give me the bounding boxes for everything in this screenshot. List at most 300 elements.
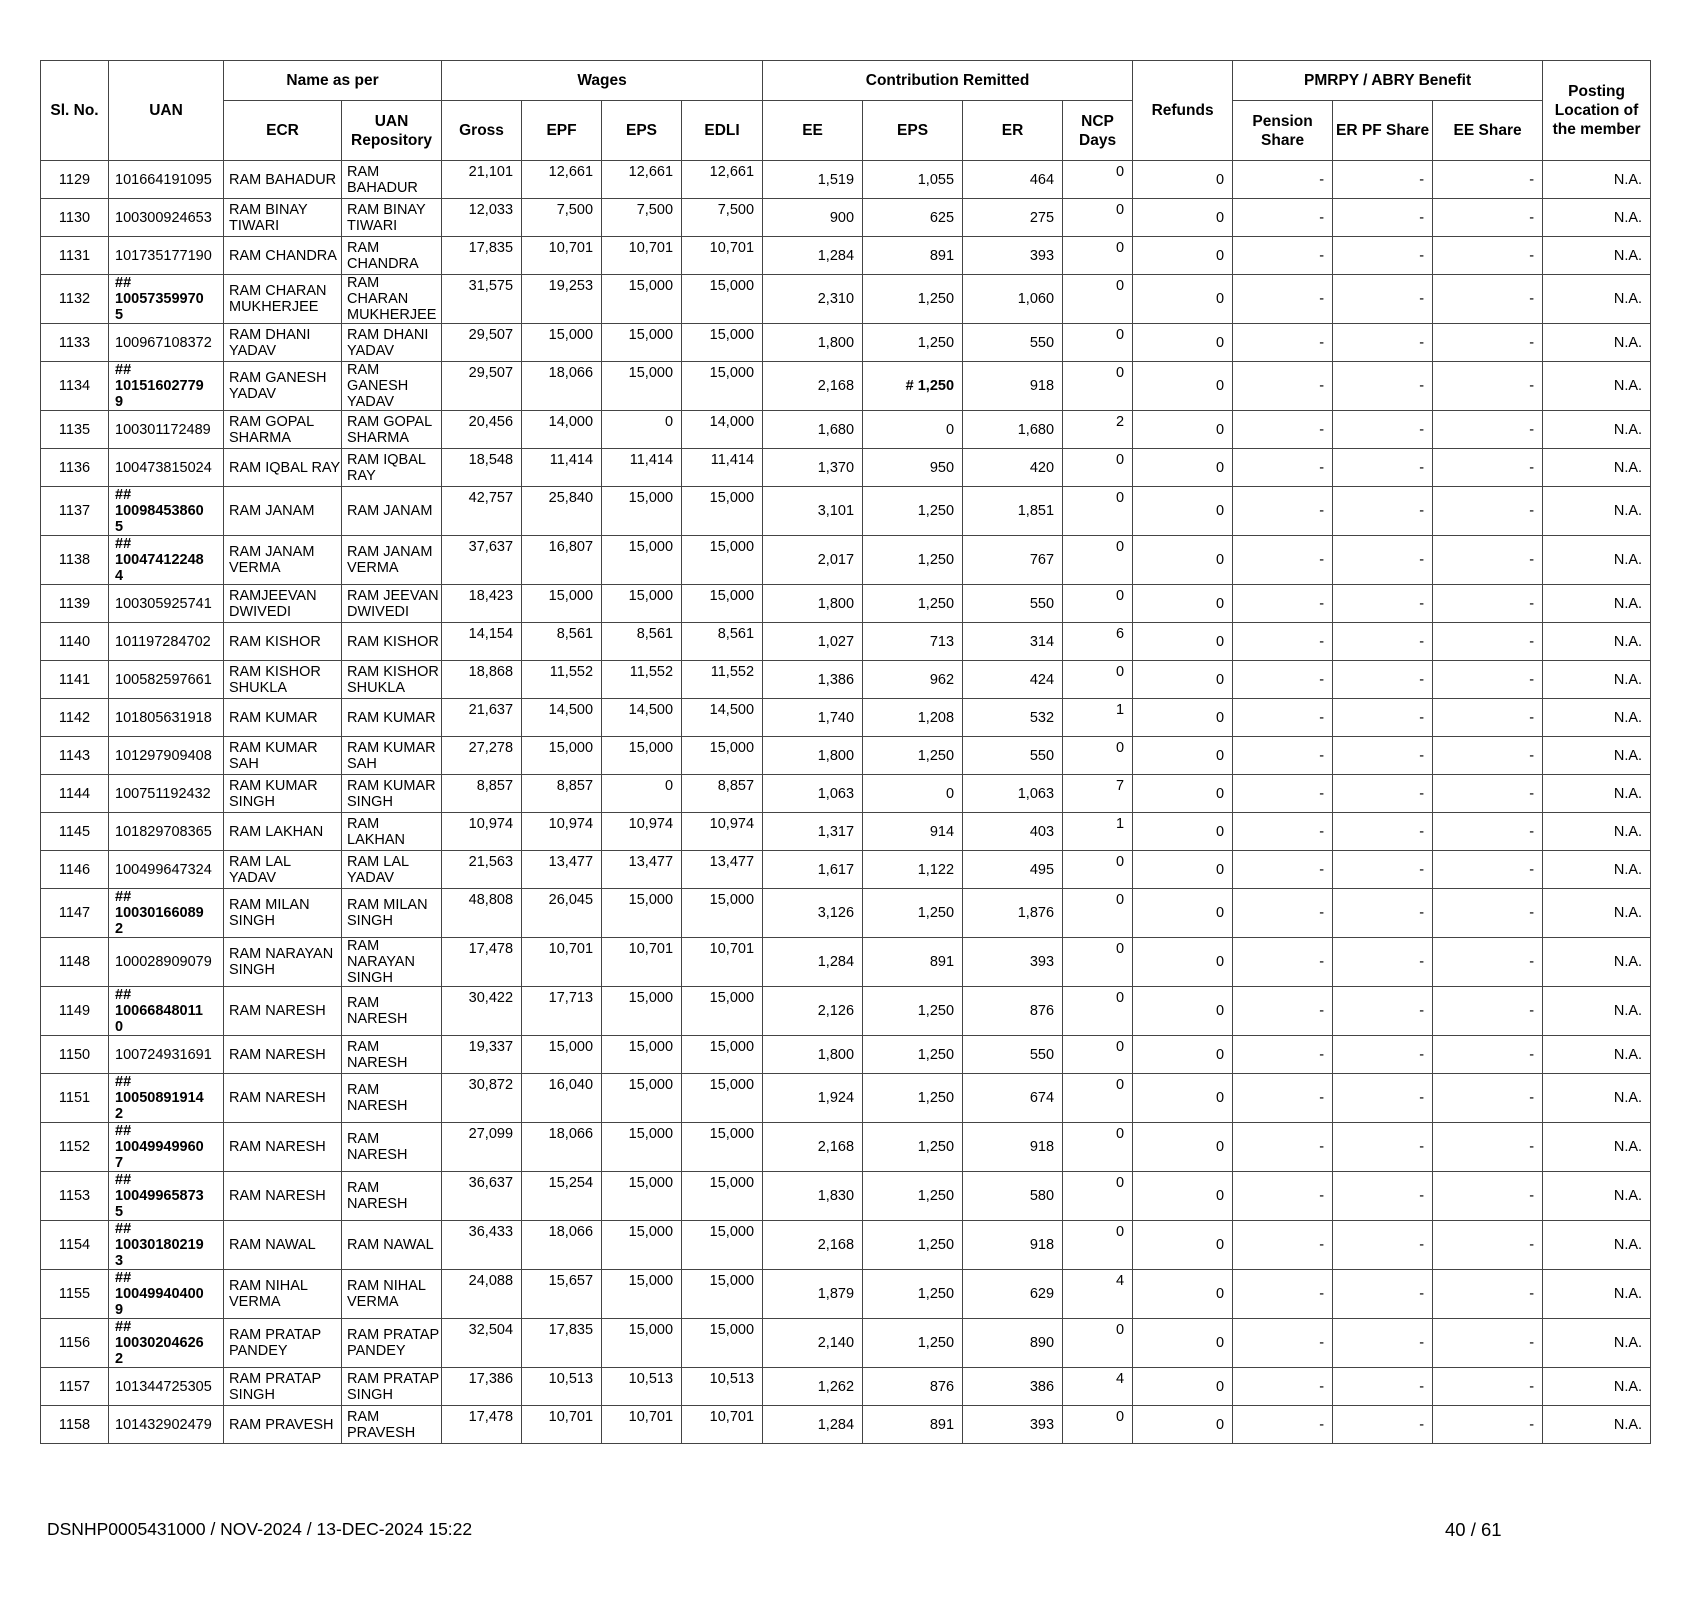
- cell-refunds: 0: [1133, 275, 1233, 324]
- cell-er-pf-share: -: [1333, 623, 1433, 661]
- cell-refunds: 0: [1133, 699, 1233, 737]
- cell-refunds: 0: [1133, 889, 1233, 938]
- cell-ee: 2,168: [763, 362, 863, 411]
- cell-ncp-days: 0: [1063, 487, 1133, 536]
- cell-er: 275: [963, 199, 1063, 237]
- cell-uan: 101297909408: [109, 737, 224, 775]
- cell-er: 629: [963, 1270, 1063, 1319]
- table-row: [41, 1270, 1651, 1319]
- cell-refunds: 0: [1133, 1319, 1233, 1368]
- cell-pension-share: -: [1233, 536, 1333, 585]
- cell-contribution-eps: 1,055: [863, 161, 963, 199]
- table-row: [41, 661, 1651, 699]
- cell-ee: 1,800: [763, 1036, 863, 1074]
- cell-edli: 15,000: [682, 889, 763, 938]
- cell-pension-share: -: [1233, 987, 1333, 1036]
- cell-uan-repository-name: RAM NARESH: [342, 1074, 442, 1123]
- table-row: [41, 775, 1651, 813]
- cell-epf: 12,661: [522, 161, 602, 199]
- cell-gross: 17,386: [442, 1368, 522, 1406]
- cell-er: 550: [963, 1036, 1063, 1074]
- cell-pension-share: -: [1233, 889, 1333, 938]
- header-pension-share: Pension Share: [1233, 101, 1333, 161]
- cell-ecr-name: RAM NARESH: [224, 1172, 342, 1221]
- table-row: [41, 1406, 1651, 1444]
- cell-er-pf-share: -: [1333, 362, 1433, 411]
- cell-pension-share: -: [1233, 1074, 1333, 1123]
- header-pmrpy-abry: PMRPY / ABRY Benefit: [1233, 61, 1543, 101]
- cell-ee-share: -: [1433, 737, 1543, 775]
- cell-sl-no: 1145: [41, 813, 109, 851]
- cell-posting-location: N.A.: [1543, 536, 1651, 585]
- cell-ncp-days: 4: [1063, 1368, 1133, 1406]
- cell-uan: 101735177190: [109, 237, 224, 275]
- cell-ee-share: -: [1433, 362, 1543, 411]
- cell-er-pf-share: -: [1333, 411, 1433, 449]
- cell-ee: 1,617: [763, 851, 863, 889]
- cell-uan: ## 10049965873 5: [109, 1172, 224, 1221]
- cell-posting-location: N.A.: [1543, 889, 1651, 938]
- cell-er: 918: [963, 362, 1063, 411]
- cell-sl-no: 1130: [41, 199, 109, 237]
- cell-sl-no: 1151: [41, 1074, 109, 1123]
- table-row: [41, 851, 1651, 889]
- cell-uan: ## 10050891914 2: [109, 1074, 224, 1123]
- header-wages: Wages: [442, 61, 763, 101]
- cell-edli: 10,701: [682, 938, 763, 987]
- cell-er: 403: [963, 813, 1063, 851]
- cell-posting-location: N.A.: [1543, 585, 1651, 623]
- cell-ecr-name: RAM JANAM VERMA: [224, 536, 342, 585]
- cell-pension-share: -: [1233, 324, 1333, 362]
- cell-pension-share: -: [1233, 449, 1333, 487]
- cell-ee: 1,386: [763, 661, 863, 699]
- cell-uan: ## 10066848011 0: [109, 987, 224, 1036]
- table-row: [41, 813, 1651, 851]
- cell-epf: 8,857: [522, 775, 602, 813]
- header-ncp-days: NCP Days: [1063, 101, 1133, 161]
- cell-posting-location: N.A.: [1543, 1123, 1651, 1172]
- cell-uan-repository-name: RAM GANESH YADAV: [342, 362, 442, 411]
- cell-ee-share: -: [1433, 987, 1543, 1036]
- cell-epf: 16,807: [522, 536, 602, 585]
- cell-edli: 15,000: [682, 737, 763, 775]
- cell-epf: 10,701: [522, 237, 602, 275]
- cell-ncp-days: 4: [1063, 1270, 1133, 1319]
- cell-epf: 13,477: [522, 851, 602, 889]
- cell-ncp-days: 0: [1063, 1036, 1133, 1074]
- cell-gross: 17,478: [442, 1406, 522, 1444]
- cell-gross: 29,507: [442, 362, 522, 411]
- cell-ee-share: -: [1433, 1074, 1543, 1123]
- cell-ee-share: -: [1433, 1368, 1543, 1406]
- cell-er-pf-share: -: [1333, 536, 1433, 585]
- cell-uan: 100300924653: [109, 199, 224, 237]
- cell-epf: 14,000: [522, 411, 602, 449]
- cell-pension-share: -: [1233, 237, 1333, 275]
- cell-uan: 100305925741: [109, 585, 224, 623]
- cell-ee-share: -: [1433, 324, 1543, 362]
- cell-ncp-days: 0: [1063, 661, 1133, 699]
- cell-contribution-eps: 876: [863, 1368, 963, 1406]
- cell-uan-repository-name: RAM BINAY TIWARI: [342, 199, 442, 237]
- cell-ncp-days: 0: [1063, 1221, 1133, 1270]
- cell-pension-share: -: [1233, 775, 1333, 813]
- cell-eps: 7,500: [602, 199, 682, 237]
- cell-ecr-name: RAM BINAY TIWARI: [224, 199, 342, 237]
- cell-posting-location: N.A.: [1543, 987, 1651, 1036]
- cell-ecr-name: RAM NARAYAN SINGH: [224, 938, 342, 987]
- cell-ecr-name: RAM JANAM: [224, 487, 342, 536]
- cell-refunds: 0: [1133, 938, 1233, 987]
- cell-uan: 100499647324: [109, 851, 224, 889]
- cell-er: 314: [963, 623, 1063, 661]
- cell-sl-no: 1141: [41, 661, 109, 699]
- cell-er: 393: [963, 237, 1063, 275]
- cell-contribution-eps: 713: [863, 623, 963, 661]
- cell-sl-no: 1148: [41, 938, 109, 987]
- cell-gross: 48,808: [442, 889, 522, 938]
- cell-eps: 15,000: [602, 362, 682, 411]
- cell-gross: 17,835: [442, 237, 522, 275]
- cell-posting-location: N.A.: [1543, 1270, 1651, 1319]
- cell-uan-repository-name: RAM LAKHAN: [342, 813, 442, 851]
- cell-uan-repository-name: RAM PRATAP SINGH: [342, 1368, 442, 1406]
- cell-eps: 12,661: [602, 161, 682, 199]
- cell-epf: 10,701: [522, 938, 602, 987]
- cell-edli: 8,857: [682, 775, 763, 813]
- cell-pension-share: -: [1233, 487, 1333, 536]
- cell-epf: 16,040: [522, 1074, 602, 1123]
- cell-uan-repository-name: RAM NARESH: [342, 1172, 442, 1221]
- cell-ee: 1,879: [763, 1270, 863, 1319]
- cell-eps: 15,000: [602, 987, 682, 1036]
- cell-uan-repository-name: RAM NIHAL VERMA: [342, 1270, 442, 1319]
- cell-posting-location: N.A.: [1543, 1221, 1651, 1270]
- cell-eps: 0: [602, 775, 682, 813]
- cell-gross: 29,507: [442, 324, 522, 362]
- cell-sl-no: 1138: [41, 536, 109, 585]
- cell-ncp-days: 0: [1063, 237, 1133, 275]
- cell-er: 1,876: [963, 889, 1063, 938]
- cell-pension-share: -: [1233, 699, 1333, 737]
- header-epf: EPF: [522, 101, 602, 161]
- cell-edli: 10,974: [682, 813, 763, 851]
- cell-edli: 15,000: [682, 1319, 763, 1368]
- cell-uan: 100028909079: [109, 938, 224, 987]
- cell-er-pf-share: -: [1333, 324, 1433, 362]
- cell-ee: 1,680: [763, 411, 863, 449]
- cell-eps: 15,000: [602, 889, 682, 938]
- cell-pension-share: -: [1233, 851, 1333, 889]
- cell-gross: 21,637: [442, 699, 522, 737]
- cell-posting-location: N.A.: [1543, 1406, 1651, 1444]
- cell-refunds: 0: [1133, 411, 1233, 449]
- cell-edli: 15,000: [682, 1036, 763, 1074]
- cell-refunds: 0: [1133, 1123, 1233, 1172]
- cell-eps: 13,477: [602, 851, 682, 889]
- cell-contribution-eps: 1,250: [863, 1270, 963, 1319]
- cell-ecr-name: RAM GOPAL SHARMA: [224, 411, 342, 449]
- cell-pension-share: -: [1233, 1406, 1333, 1444]
- table-row: [41, 585, 1651, 623]
- cell-ncp-days: 0: [1063, 889, 1133, 938]
- cell-uan: 100582597661: [109, 661, 224, 699]
- cell-refunds: 0: [1133, 324, 1233, 362]
- cell-ee: 1,800: [763, 585, 863, 623]
- cell-posting-location: N.A.: [1543, 1172, 1651, 1221]
- table-row: [41, 987, 1651, 1036]
- cell-er: 580: [963, 1172, 1063, 1221]
- cell-ncp-days: 0: [1063, 1123, 1133, 1172]
- cell-ee-share: -: [1433, 199, 1543, 237]
- cell-pension-share: -: [1233, 623, 1333, 661]
- cell-contribution-eps: 1,250: [863, 275, 963, 324]
- cell-gross: 27,099: [442, 1123, 522, 1172]
- cell-ncp-days: 6: [1063, 623, 1133, 661]
- cell-epf: 17,713: [522, 987, 602, 1036]
- cell-epf: 18,066: [522, 362, 602, 411]
- cell-gross: 20,456: [442, 411, 522, 449]
- cell-edli: 10,701: [682, 1406, 763, 1444]
- cell-pension-share: -: [1233, 161, 1333, 199]
- cell-refunds: 0: [1133, 1406, 1233, 1444]
- cell-ncp-days: 0: [1063, 449, 1133, 487]
- cell-pension-share: -: [1233, 585, 1333, 623]
- cell-ee: 900: [763, 199, 863, 237]
- cell-sl-no: 1142: [41, 699, 109, 737]
- cell-sl-no: 1143: [41, 737, 109, 775]
- cell-ee: 1,063: [763, 775, 863, 813]
- cell-uan-repository-name: RAM KISHOR SHUKLA: [342, 661, 442, 699]
- cell-contribution-eps: # 1,250: [863, 362, 963, 411]
- cell-uan-repository-name: RAM JANAM: [342, 487, 442, 536]
- cell-gross: 24,088: [442, 1270, 522, 1319]
- cell-refunds: 0: [1133, 623, 1233, 661]
- cell-posting-location: N.A.: [1543, 1319, 1651, 1368]
- cell-er-pf-share: -: [1333, 987, 1433, 1036]
- cell-ee: 1,830: [763, 1172, 863, 1221]
- cell-ee-share: -: [1433, 536, 1543, 585]
- cell-contribution-eps: 950: [863, 449, 963, 487]
- cell-ecr-name: RAM KISHOR SHUKLA: [224, 661, 342, 699]
- cell-uan: ## 10151602779 9: [109, 362, 224, 411]
- cell-posting-location: N.A.: [1543, 1368, 1651, 1406]
- cell-pension-share: -: [1233, 938, 1333, 987]
- cell-posting-location: N.A.: [1543, 411, 1651, 449]
- cell-gross: 30,422: [442, 987, 522, 1036]
- header-ee: EE: [763, 101, 863, 161]
- cell-ee-share: -: [1433, 851, 1543, 889]
- cell-er: 393: [963, 1406, 1063, 1444]
- cell-refunds: 0: [1133, 1172, 1233, 1221]
- cell-pension-share: -: [1233, 813, 1333, 851]
- cell-ee: 1,284: [763, 237, 863, 275]
- cell-sl-no: 1133: [41, 324, 109, 362]
- cell-er-pf-share: -: [1333, 1270, 1433, 1319]
- cell-posting-location: N.A.: [1543, 237, 1651, 275]
- table-row: [41, 1074, 1651, 1123]
- cell-eps: 8,561: [602, 623, 682, 661]
- cell-uan-repository-name: RAM DHANI YADAV: [342, 324, 442, 362]
- cell-eps: 15,000: [602, 1036, 682, 1074]
- cell-ee-share: -: [1433, 275, 1543, 324]
- table-row: [41, 536, 1651, 585]
- cell-er-pf-share: -: [1333, 699, 1433, 737]
- cell-refunds: 0: [1133, 1074, 1233, 1123]
- cell-ee: 1,800: [763, 737, 863, 775]
- cell-gross: 21,101: [442, 161, 522, 199]
- cell-ncp-days: 1: [1063, 699, 1133, 737]
- cell-ncp-days: 0: [1063, 275, 1133, 324]
- cell-ecr-name: RAM IQBAL RAY: [224, 449, 342, 487]
- cell-er-pf-share: -: [1333, 161, 1433, 199]
- cell-uan: ## 10057359970 5: [109, 275, 224, 324]
- cell-ncp-days: 0: [1063, 851, 1133, 889]
- cell-epf: 15,000: [522, 1036, 602, 1074]
- cell-er: 550: [963, 737, 1063, 775]
- cell-ecr-name: RAM KISHOR: [224, 623, 342, 661]
- cell-eps: 10,701: [602, 938, 682, 987]
- cell-ncp-days: 0: [1063, 324, 1133, 362]
- cell-er: 386: [963, 1368, 1063, 1406]
- cell-ncp-days: 0: [1063, 1319, 1133, 1368]
- header-er-pf-share: ER PF Share: [1333, 101, 1433, 161]
- cell-edli: 15,000: [682, 487, 763, 536]
- cell-gross: 14,154: [442, 623, 522, 661]
- cell-posting-location: N.A.: [1543, 661, 1651, 699]
- cell-uan: 101829708365: [109, 813, 224, 851]
- cell-ee: 1,317: [763, 813, 863, 851]
- cell-er-pf-share: -: [1333, 661, 1433, 699]
- cell-uan-repository-name: RAM NARESH: [342, 1123, 442, 1172]
- cell-pension-share: -: [1233, 1036, 1333, 1074]
- cell-ee: 1,740: [763, 699, 863, 737]
- cell-ee-share: -: [1433, 1270, 1543, 1319]
- cell-uan-repository-name: RAM KUMAR SAH: [342, 737, 442, 775]
- cell-ecr-name: RAM NAWAL: [224, 1221, 342, 1270]
- cell-er-pf-share: -: [1333, 1406, 1433, 1444]
- cell-edli: 10,513: [682, 1368, 763, 1406]
- cell-ee-share: -: [1433, 938, 1543, 987]
- cell-er-pf-share: -: [1333, 889, 1433, 938]
- cell-refunds: 0: [1133, 661, 1233, 699]
- cell-gross: 31,575: [442, 275, 522, 324]
- cell-edli: 15,000: [682, 987, 763, 1036]
- table-row: [41, 699, 1651, 737]
- cell-edli: 15,000: [682, 324, 763, 362]
- cell-pension-share: -: [1233, 275, 1333, 324]
- cell-contribution-eps: 1,250: [863, 487, 963, 536]
- cell-sl-no: 1136: [41, 449, 109, 487]
- cell-er: 532: [963, 699, 1063, 737]
- cell-gross: 36,433: [442, 1221, 522, 1270]
- cell-gross: 36,637: [442, 1172, 522, 1221]
- cell-ncp-days: 0: [1063, 161, 1133, 199]
- cell-epf: 15,000: [522, 737, 602, 775]
- cell-er: 420: [963, 449, 1063, 487]
- cell-ee: 2,126: [763, 987, 863, 1036]
- cell-contribution-eps: 0: [863, 411, 963, 449]
- cell-er: 393: [963, 938, 1063, 987]
- cell-pension-share: -: [1233, 411, 1333, 449]
- cell-uan: ## 10047412248 4: [109, 536, 224, 585]
- cell-ecr-name: RAM KUMAR: [224, 699, 342, 737]
- cell-refunds: 0: [1133, 362, 1233, 411]
- cell-edli: 15,000: [682, 362, 763, 411]
- cell-eps: 11,414: [602, 449, 682, 487]
- cell-eps: 10,513: [602, 1368, 682, 1406]
- footer-doc-reference: DSNHP0005431000 / NOV-2024 / 13-DEC-2024 15:22: [47, 1519, 473, 1539]
- table-row: [41, 623, 1651, 661]
- cell-uan: ## 10030166089 2: [109, 889, 224, 938]
- cell-posting-location: N.A.: [1543, 199, 1651, 237]
- cell-epf: 10,701: [522, 1406, 602, 1444]
- cell-uan: ## 10098453860 5: [109, 487, 224, 536]
- cell-posting-location: N.A.: [1543, 813, 1651, 851]
- cell-edli: 15,000: [682, 536, 763, 585]
- cell-uan-repository-name: RAM PRATAP PANDEY: [342, 1319, 442, 1368]
- cell-edli: 15,000: [682, 1270, 763, 1319]
- cell-ee-share: -: [1433, 449, 1543, 487]
- cell-er-pf-share: -: [1333, 487, 1433, 536]
- header-er: ER: [963, 101, 1063, 161]
- cell-gross: 8,857: [442, 775, 522, 813]
- cell-edli: 15,000: [682, 275, 763, 324]
- cell-epf: 17,835: [522, 1319, 602, 1368]
- cell-edli: 15,000: [682, 1172, 763, 1221]
- cell-refunds: 0: [1133, 987, 1233, 1036]
- cell-edli: 15,000: [682, 1123, 763, 1172]
- cell-epf: 15,657: [522, 1270, 602, 1319]
- cell-pension-share: -: [1233, 199, 1333, 237]
- cell-contribution-eps: 1,208: [863, 699, 963, 737]
- cell-epf: 7,500: [522, 199, 602, 237]
- cell-uan-repository-name: RAM JEEVAN DWIVEDI: [342, 585, 442, 623]
- header-contribution-eps: EPS: [863, 101, 963, 161]
- cell-ee: 1,370: [763, 449, 863, 487]
- cell-posting-location: N.A.: [1543, 1074, 1651, 1123]
- cell-ecr-name: RAM CHARAN MUKHERJEE: [224, 275, 342, 324]
- cell-ee: 1,027: [763, 623, 863, 661]
- cell-eps: 15,000: [602, 1074, 682, 1123]
- cell-ee-share: -: [1433, 1036, 1543, 1074]
- cell-ecr-name: RAM NARESH: [224, 987, 342, 1036]
- cell-eps: 15,000: [602, 324, 682, 362]
- cell-sl-no: 1137: [41, 487, 109, 536]
- cell-contribution-eps: 891: [863, 237, 963, 275]
- table-row: [41, 1172, 1651, 1221]
- table-row: [41, 449, 1651, 487]
- cell-er: 424: [963, 661, 1063, 699]
- cell-epf: 14,500: [522, 699, 602, 737]
- footer-page-number: 40 / 61: [1445, 1519, 1502, 1540]
- cell-refunds: 0: [1133, 1221, 1233, 1270]
- cell-uan: 100751192432: [109, 775, 224, 813]
- cell-er-pf-share: -: [1333, 1319, 1433, 1368]
- cell-uan-repository-name: RAM LAL YADAV: [342, 851, 442, 889]
- cell-er-pf-share: -: [1333, 1221, 1433, 1270]
- table-row: [41, 275, 1651, 324]
- cell-er: 495: [963, 851, 1063, 889]
- cell-gross: 37,637: [442, 536, 522, 585]
- table-row: [41, 889, 1651, 938]
- cell-epf: 15,000: [522, 585, 602, 623]
- cell-ee-share: -: [1433, 161, 1543, 199]
- cell-sl-no: 1147: [41, 889, 109, 938]
- cell-gross: 17,478: [442, 938, 522, 987]
- cell-contribution-eps: 1,250: [863, 585, 963, 623]
